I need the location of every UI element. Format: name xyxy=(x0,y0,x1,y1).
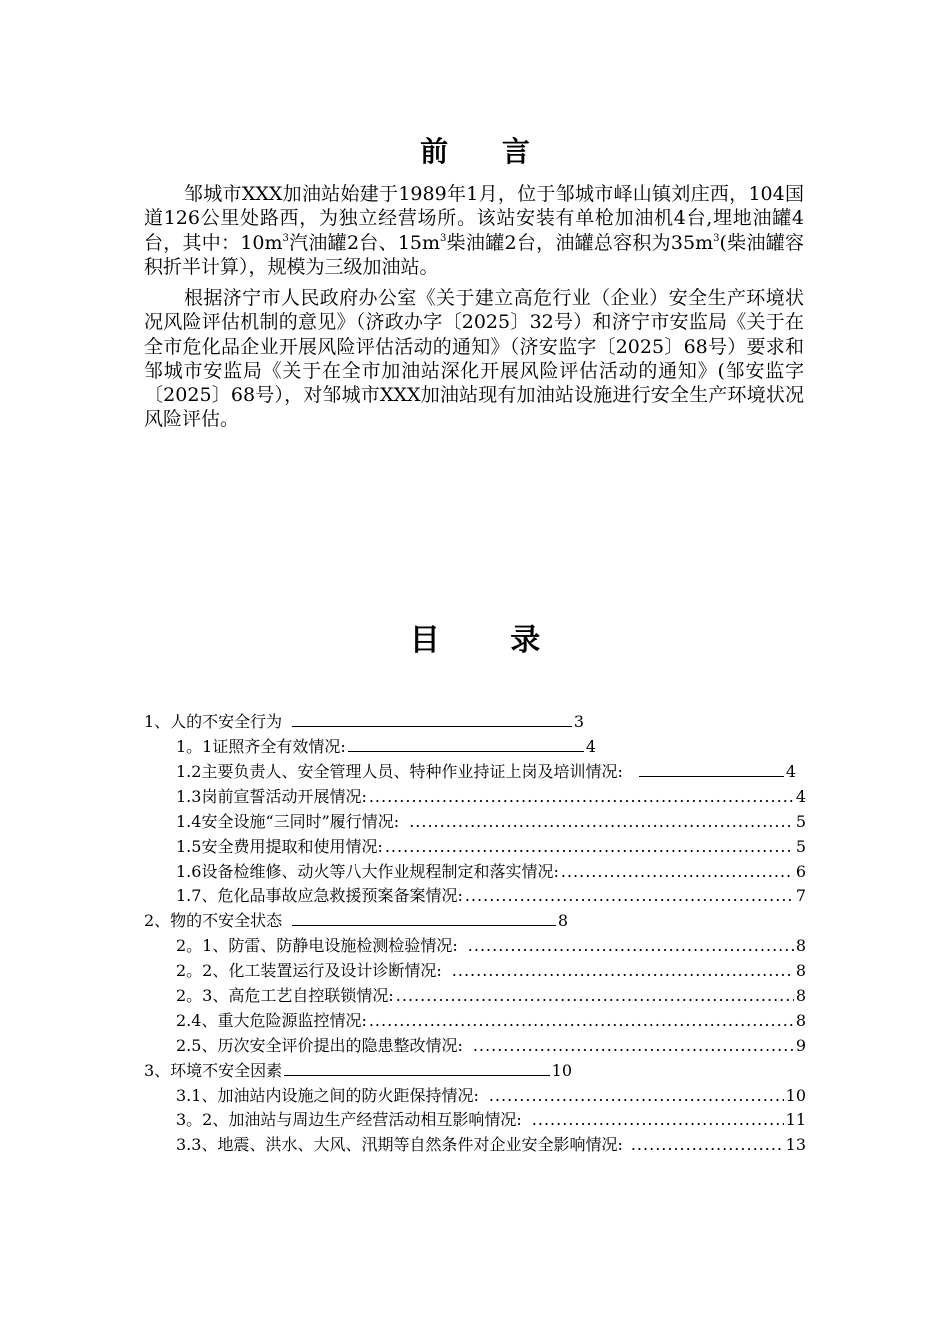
toc-entry-title: 2.5、历次安全评价提出的隐患整改情况: xyxy=(176,1036,463,1055)
toc-leader xyxy=(465,884,794,908)
preface-paragraph-2: 根据济宁市人民政府办公室《关于建立高危行业（企业）安全生产环境状况风险评估机制的意见》（济政办字〔2025〕32号）和济宁市安监局《关于在全市危化品企业开展风险评估活动的通知》（济安监字〔2025〕68号）要求和邹城市安监局《关于在全市加油站深化开展风险评估活动的通知》(邹安监字〔2025〕68号），对邹城市XXX加油站现有加油站设施进行安全生产环境状况风险评估。 xyxy=(144,287,804,431)
toc-title: 目 录 xyxy=(409,623,571,658)
toc-entry-title: 2。2、化工装置运行及设计诊断情况: xyxy=(176,961,442,980)
toc-leader xyxy=(561,860,794,884)
toc-entry-page: 8 xyxy=(795,961,806,980)
toc-entry-page: 4 xyxy=(585,737,596,756)
toc-entry-title: 2。3、高危工艺自控联锁情况: xyxy=(176,986,394,1005)
toc-leader xyxy=(396,984,794,1008)
p1-sup-1: 3 xyxy=(282,232,289,244)
toc-leader xyxy=(369,1009,794,1033)
toc-leader xyxy=(532,1108,784,1132)
toc-leader xyxy=(369,785,794,809)
toc-entry-title: 1.7、危化品事故应急救援预案备案情况: xyxy=(176,886,463,905)
toc-entry[interactable] xyxy=(176,934,806,958)
toc-entry-title: 1。1证照齐全有效情况: xyxy=(176,737,346,756)
preface-paragraph-1 xyxy=(144,182,804,279)
p1-text-c: 柴油罐2台，油罐总容积为35m xyxy=(446,231,714,254)
toc-entry-title: 1、人的不安全行为 xyxy=(144,712,283,731)
toc-leader xyxy=(468,934,794,958)
toc-entry[interactable] xyxy=(144,710,584,734)
toc-entry-page: 5 xyxy=(795,812,806,831)
toc-entry-page: 6 xyxy=(795,862,806,881)
toc-entry-title: 1.6设备检维修、动火等八大作业规程制定和落实情况: xyxy=(176,862,559,881)
toc-entry[interactable] xyxy=(176,884,806,908)
toc-entry[interactable] xyxy=(176,959,806,983)
toc-entry-page: 7 xyxy=(795,886,806,905)
toc-leader xyxy=(292,913,556,926)
p1-text-b: 汽油罐2台、15m xyxy=(288,231,441,254)
toc-entry-title: 3。2、加油站与周边生产经营活动相互影响情况: xyxy=(176,1110,522,1129)
toc-entry-page: 5 xyxy=(795,837,806,856)
p1-sup-2: 3 xyxy=(440,232,447,244)
toc-entry-title: 3.3、地震、洪水、大风、汛期等自然条件对企业安全影响情况: xyxy=(176,1135,623,1154)
toc-entry[interactable] xyxy=(176,1133,806,1157)
toc-entry-page: 3 xyxy=(573,712,584,731)
toc-entry-title: 3.1、加油站内设施之间的防火距保持情况: xyxy=(176,1086,479,1105)
toc-leader xyxy=(452,959,794,983)
p1-text-a: 邹城市XXX加油站始建于1989年1月，位于邹城市峄山镇刘庄西，104国道126公里处路西，为独立经营场所。该站安装有单枪加油机4台,埋地油罐4台，其中：10m xyxy=(144,183,804,254)
toc-entry-page: 8 xyxy=(795,936,806,955)
p1-sup-3: 3 xyxy=(713,232,720,244)
toc-entry[interactable] xyxy=(176,760,796,784)
toc-entry-page: 10 xyxy=(551,1061,572,1080)
toc-entry-title: 2。1、防雷、防静电设施检测检验情况: xyxy=(176,936,458,955)
toc-entry[interactable] xyxy=(176,785,806,809)
toc-entry-page: 4 xyxy=(795,787,806,806)
toc-entry-page: 13 xyxy=(785,1135,806,1154)
toc-entry-title: 2.4、重大危险源监控情况: xyxy=(176,1011,367,1030)
toc-entry-page: 4 xyxy=(785,762,796,781)
toc-entry[interactable] xyxy=(176,835,806,859)
toc-leader xyxy=(409,810,794,834)
toc-entry-title: 3、环境不安全因素 xyxy=(144,1061,283,1080)
toc-entry[interactable] xyxy=(176,810,806,834)
toc-entry-title: 1.3岗前宣誓活动开展情况: xyxy=(176,787,367,806)
toc-leader xyxy=(639,764,784,777)
toc-leader xyxy=(489,1084,784,1108)
toc-leader xyxy=(631,1133,784,1157)
toc-entry-page: 10 xyxy=(785,1086,806,1105)
toc-entry-title: 1.2主要负责人、安全管理人员、特种作业持证上岗及培训情况: xyxy=(176,762,623,781)
toc-entry-page: 8 xyxy=(557,911,568,930)
toc-leader xyxy=(473,1034,794,1058)
toc-entry-page: 11 xyxy=(785,1110,806,1129)
toc-entry[interactable] xyxy=(176,984,806,1008)
toc-entry[interactable] xyxy=(144,909,568,933)
toc-entry-page: 9 xyxy=(795,1036,806,1055)
toc-leader xyxy=(284,1063,549,1076)
toc-entry-page: 8 xyxy=(795,1011,806,1030)
p1-text-d: (柴油罐容积折半计算），规模为三级加油站。 xyxy=(144,231,804,278)
toc-leader xyxy=(385,835,794,859)
toc-entry[interactable] xyxy=(176,735,596,759)
toc-entry[interactable] xyxy=(144,1059,572,1083)
toc-entry-page: 8 xyxy=(795,986,806,1005)
toc-entry-title: 1.5安全费用提取和使用情况: xyxy=(176,837,383,856)
toc-entry[interactable] xyxy=(176,1034,806,1058)
toc-entry[interactable] xyxy=(176,1108,806,1132)
toc-leader xyxy=(292,714,572,727)
preface-title: 前 言 xyxy=(420,135,552,168)
toc-entry-title: 1.4安全设施“三同时”履行情况: xyxy=(176,812,400,831)
toc-entry[interactable] xyxy=(176,1009,806,1033)
toc-entry[interactable] xyxy=(176,1084,806,1108)
toc-leader xyxy=(348,739,584,752)
toc-entry-title: 2、物的不安全状态 xyxy=(144,911,283,930)
toc-entry[interactable] xyxy=(176,860,806,884)
